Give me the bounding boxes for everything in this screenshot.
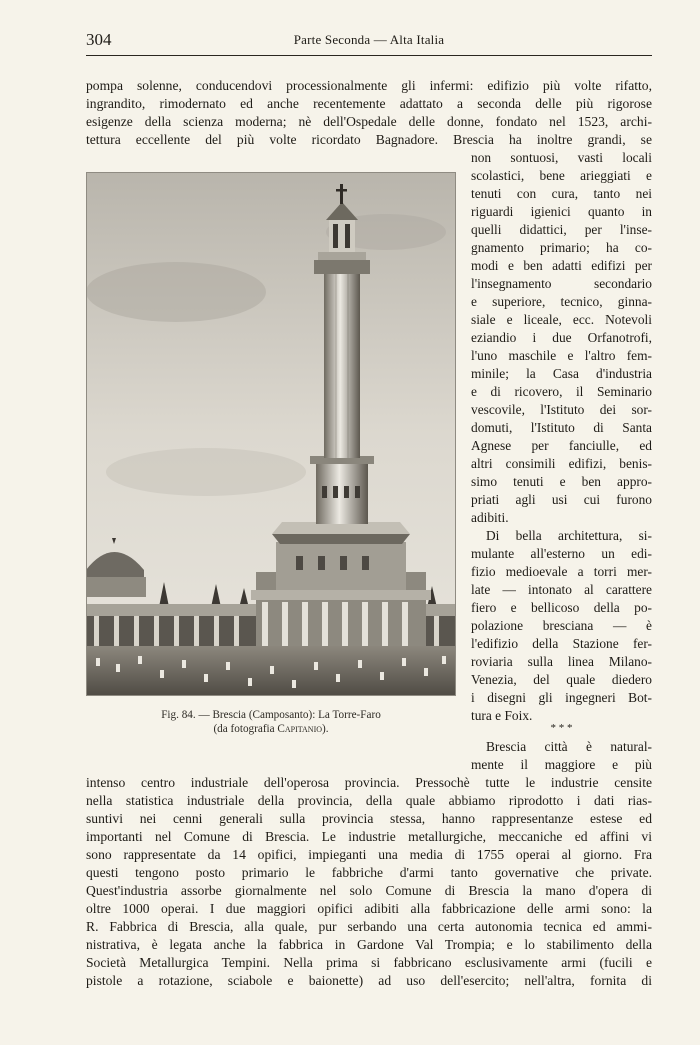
column-line: e di ricovero, il Seminario <box>471 384 652 399</box>
body-line: R. Fabbrica di Brescia, alla quale, pur serbando una certa autonomia tecnica ed ammi- <box>86 919 652 934</box>
column-line: non sontuosi, vasti locali <box>471 150 652 165</box>
figure-torre-faro <box>86 172 456 696</box>
photographer-name: Capitanio <box>277 723 323 735</box>
column-line: eziandio i due Orfanotrofi, <box>471 330 652 345</box>
column-line: polazione bresciana — è <box>471 618 652 633</box>
body-line: suntivi nei cenni generali sulla provincia stessa, hanno rappresentanze estese ed <box>86 811 652 826</box>
column-line: l'insegnamento secondario <box>471 276 652 291</box>
intro-line: pompa solenne, conducendovi processionalmente gli infermi: edifizio più volte rifatto, <box>86 78 652 93</box>
caption-suffix: ). <box>322 723 329 735</box>
column-line: mulante all'esterno un edi- <box>471 546 652 561</box>
column-line: simo tenuti e ben appro- <box>471 474 652 489</box>
column-line: Venezia, del quale diedero <box>471 672 652 687</box>
column-line: l'uno maschile e l'altro fem- <box>471 348 652 363</box>
column-line: altri consimili edifizi, benis- <box>471 456 652 471</box>
body-line: intenso centro industriale dell'operosa provincia. Pressochè tutte le industrie censite <box>86 775 652 790</box>
running-title: Parte Seconda — Alta Italia <box>293 32 445 47</box>
body-line: Quest'industria assorbe giornalmente nel solo Comune di Brescia la mano d'opera di <box>86 883 652 898</box>
column-line: mente il maggiore e più <box>471 757 652 772</box>
torre-faro-engraving <box>86 172 456 696</box>
body-line: oltre 1000 operai. I due maggiori opifici adibiti alla fabbricazione delle armi sono: la <box>86 901 652 916</box>
page-number: 304 <box>86 30 112 49</box>
asterism: * * * <box>550 722 573 734</box>
column-line: priati agli usi cui furono <box>471 492 652 507</box>
column-line: riguardi igienici quanto in <box>471 204 652 219</box>
body-line: questi tengono posto primario le fabbriche d'armi tanto governative che private. <box>86 865 652 880</box>
body-line: nella statistica industriale della provincia, della quale abbiamo riprodotto i dati rias- <box>86 793 652 808</box>
column-line: Di bella architettura, si- <box>486 528 652 543</box>
intro-line: ingrandito, rimodernato ed anche recentemente adattato a seconda delle più rigorose <box>86 96 652 111</box>
column-line: scolastici, bene arieggiati e <box>471 168 652 183</box>
intro-line: esigenze della scienza moderna; nè dell'Ospedale delle donne, fondato nel 1523, archi- <box>86 114 652 129</box>
column-line: Agnese per fanciulle, ed <box>471 438 652 453</box>
column-line: modi e ben adatti edifizi per <box>471 258 652 273</box>
column-line: Brescia città è natural- <box>486 739 652 754</box>
body-line: sono rappresentate da 14 opifici, impieganti una media di 1755 operai al giorno. Fra <box>86 847 652 862</box>
column-line: i disegni gli ingegneri Bot- <box>471 690 652 705</box>
column-line: late — intonato al carattere <box>471 582 652 597</box>
column-line: gnamento primario; ha co- <box>471 240 652 255</box>
column-line: adibiti. <box>471 510 509 525</box>
body-line: Società Metallurgica Tempini. Nella prima si fabbricano esclusivamente armi (fucili e <box>86 955 652 970</box>
figure-caption-credit-line <box>86 722 456 736</box>
column-line: fizio medioevale a torri mer- <box>471 564 652 579</box>
header-rule <box>86 55 652 56</box>
page-header <box>86 30 652 54</box>
column-line: vescovile, l'Istituto dei sor- <box>471 402 652 417</box>
body-line: pistole a rotazione, sciabole e baionette) ad uso dell'esercito; nell'altra, fornita di <box>86 973 652 988</box>
caption-prefix: (da fotografia <box>213 723 278 735</box>
body-line: importanti nel Comune di Brescia. Le industrie metallurgiche, meccaniche ed affini vi <box>86 829 652 844</box>
column-line: l'edifizio della Stazione fer- <box>471 636 652 651</box>
column-line: siale e liceale, ecc. Notevoli <box>471 312 652 327</box>
intro-line: tettura eccellente del più volte ricordato Bagnadore. Brescia ha inoltre grandi, se <box>86 132 652 147</box>
column-line: quelli didattici, per l'inse- <box>471 222 652 237</box>
column-line: fiero e bellicoso della po- <box>471 600 652 615</box>
body-line: nistrativa, è legata anche la fabbrica in Gardone Val Trompia; e lo stabilimento della <box>86 937 652 952</box>
column-line: domuti, l'Istituto di Santa <box>471 420 652 435</box>
column-line: e superiore, tecnico, ginna- <box>471 294 652 309</box>
column-line: minile; la Casa d'industria <box>471 366 652 381</box>
column-line: roviaria sulla linea Milano- <box>471 654 652 669</box>
column-line: tura e Foix. <box>471 708 533 723</box>
column-line: tenuti con cura, tanto nei <box>471 186 652 201</box>
figure-caption-title: Fig. 84. — Brescia (Camposanto): La Torre-Faro <box>161 709 381 721</box>
